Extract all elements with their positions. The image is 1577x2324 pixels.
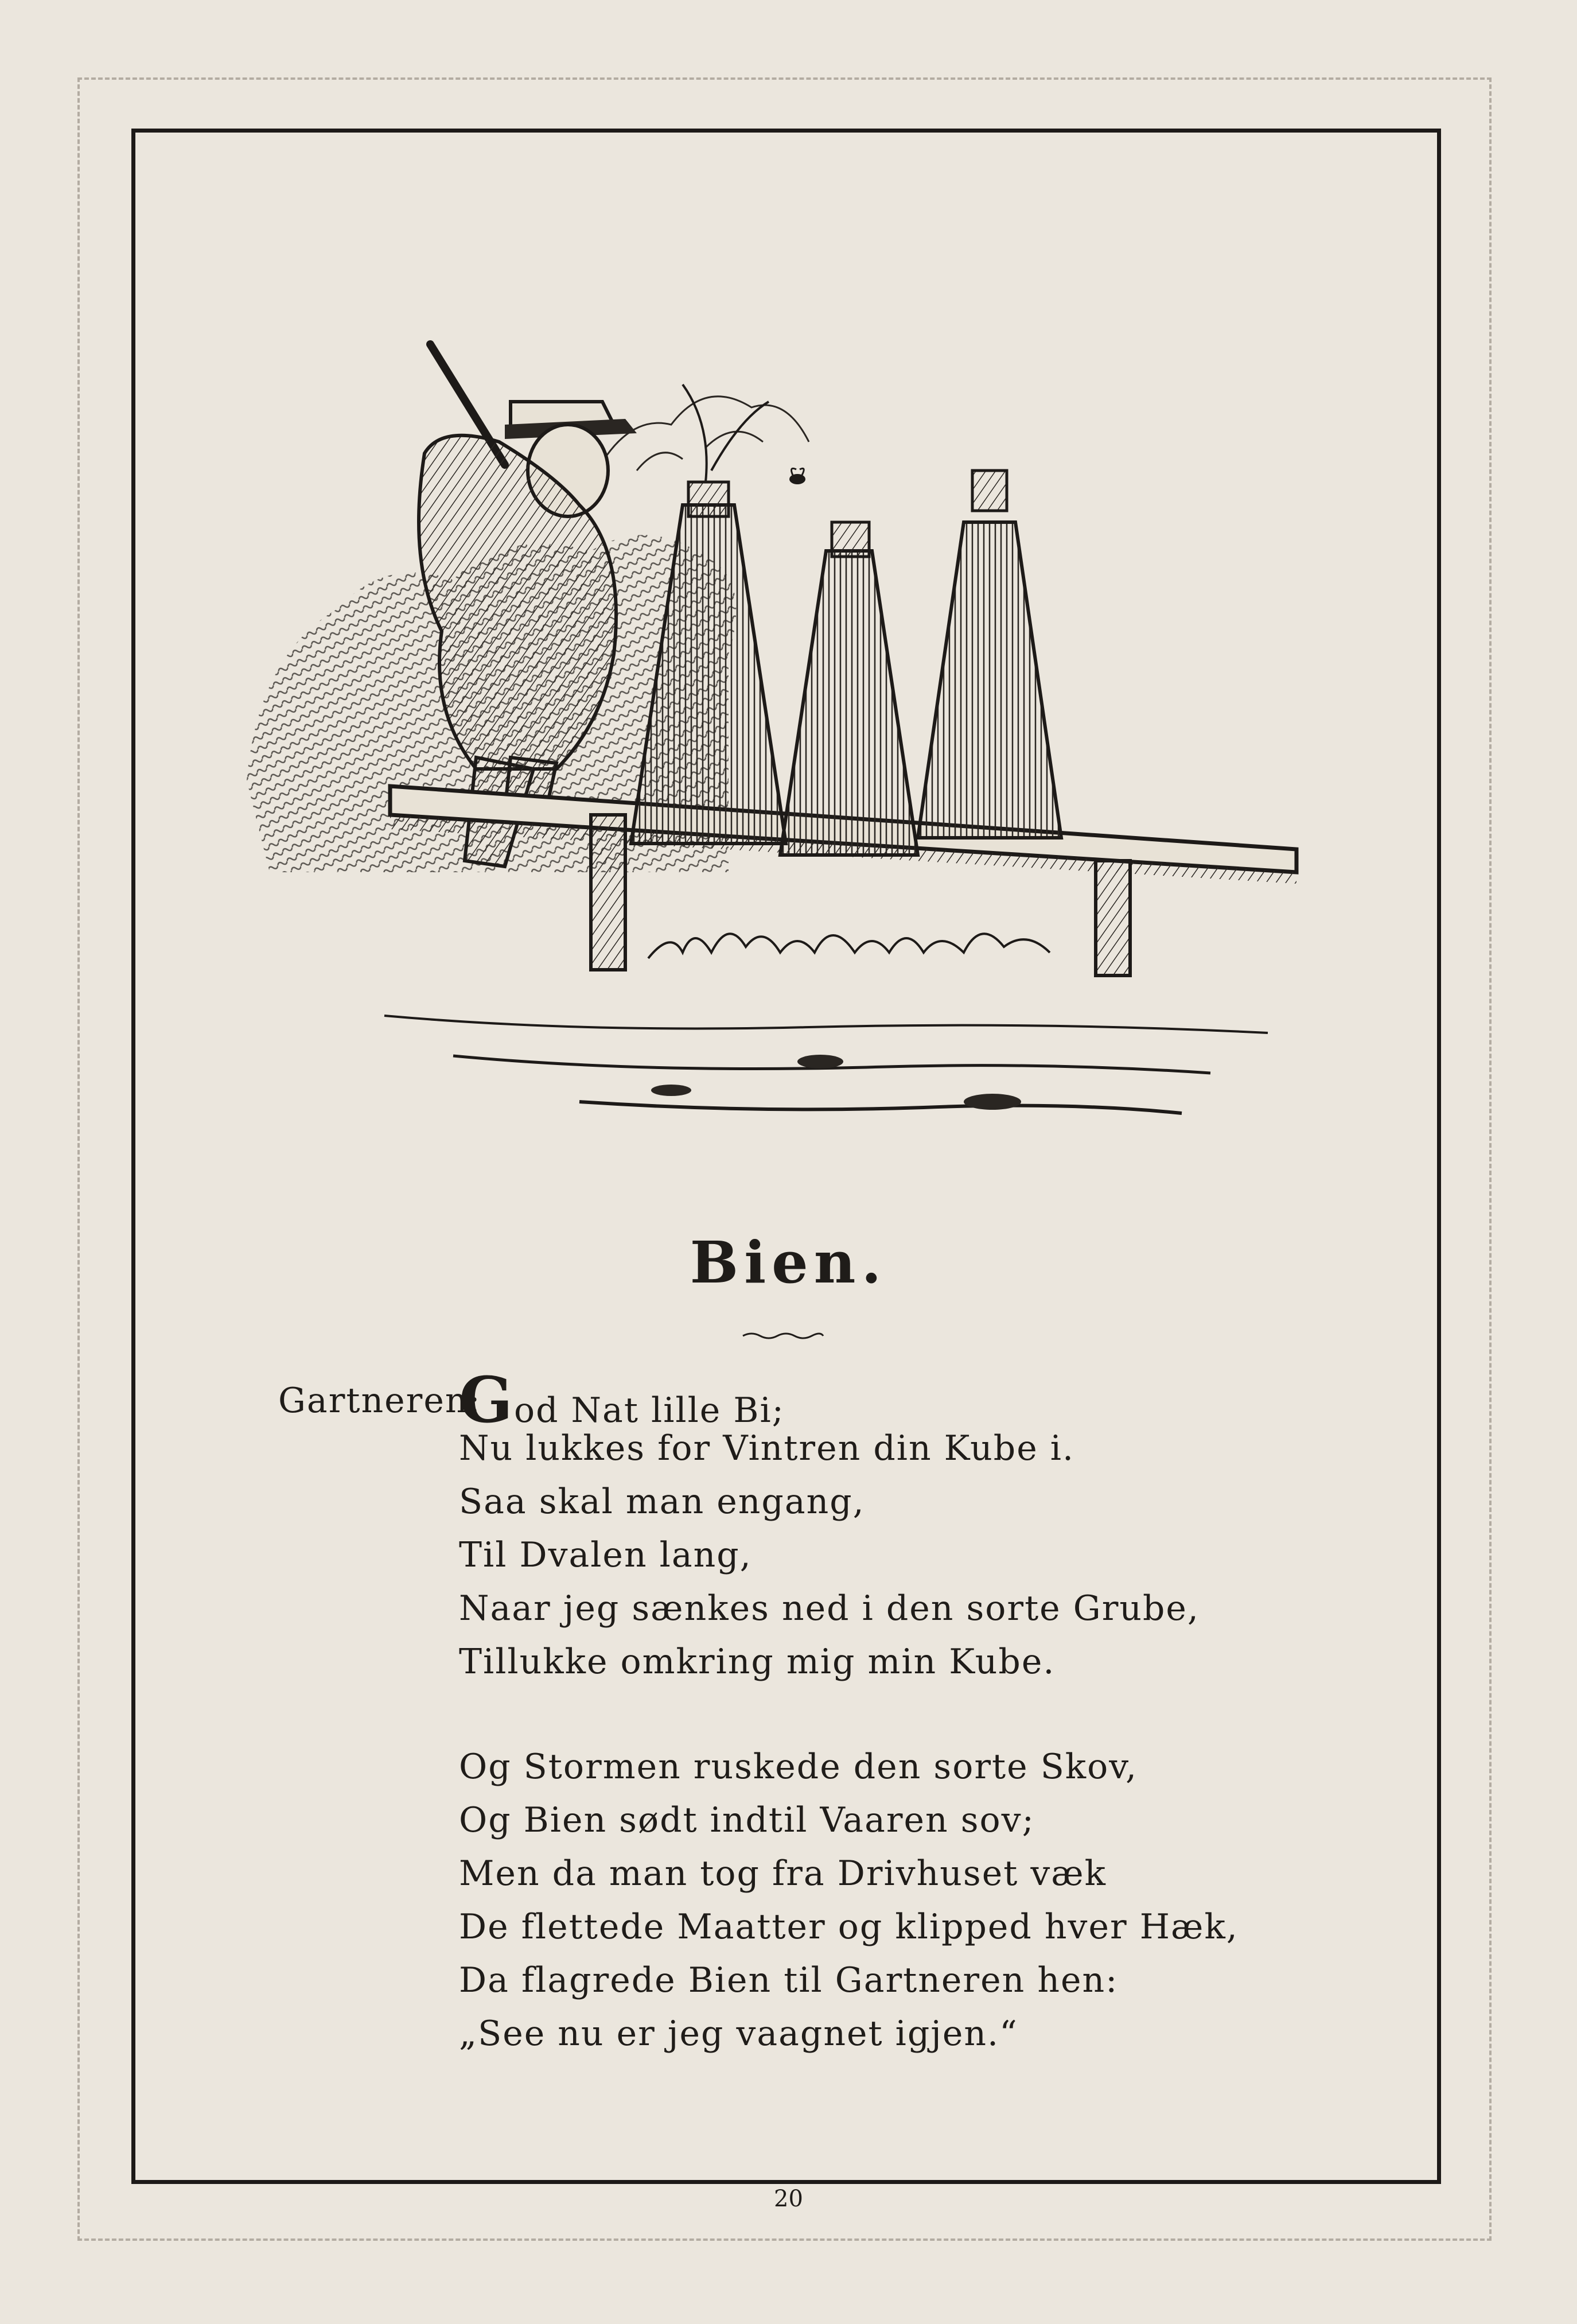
poem-line: Og Stormen ruskede den sorte Skov,	[459, 1747, 1138, 1787]
poem-line: Og Bien sødt indtil Vaaren sov;	[459, 1800, 1035, 1840]
poem-line: Tillukke omkring mig min Kube.	[459, 1642, 1056, 1682]
page-number: 20	[774, 2186, 803, 2212]
straw-beehive	[780, 522, 918, 855]
title-ornament	[740, 1330, 826, 1342]
poem-line: De flettede Maatter og klipped hver Hæk,	[459, 1907, 1239, 1947]
poem-body	[459, 1363, 1319, 2061]
beehive-illustration	[235, 310, 1337, 1142]
poem-line: Men da man tog fra Drivhuset væk	[459, 1853, 1107, 1894]
stanza-gap	[459, 1689, 1319, 1740]
poem-line: Nu lukkes for Vintren din Kube i.	[459, 1428, 1075, 1468]
poem-line	[459, 1363, 1319, 1437]
poem-line: Saa skal man engang,	[459, 1482, 865, 1522]
straw-beehive	[918, 471, 1061, 838]
stanza	[459, 1363, 1319, 1689]
bee-icon	[789, 468, 805, 484]
poem-line: „See nu er jeg vaagnet igjen.“	[459, 2014, 1018, 2054]
poem-line: Til Dvalen lang,	[459, 1535, 752, 1575]
poem-line-text: od Nat lille Bi;	[513, 1390, 785, 1431]
poem-line: Naar jeg sænkes ned i den sorte Grube,	[459, 1588, 1200, 1629]
poem-title: Bien.	[690, 1229, 887, 1296]
speaker-label: Gartneren:	[278, 1381, 481, 1421]
ground	[384, 934, 1268, 1113]
drop-cap: G	[459, 1363, 514, 1437]
poem-line: Da flagrede Bien til Gartneren hen:	[459, 1960, 1119, 2000]
stanza	[459, 1740, 1319, 2061]
